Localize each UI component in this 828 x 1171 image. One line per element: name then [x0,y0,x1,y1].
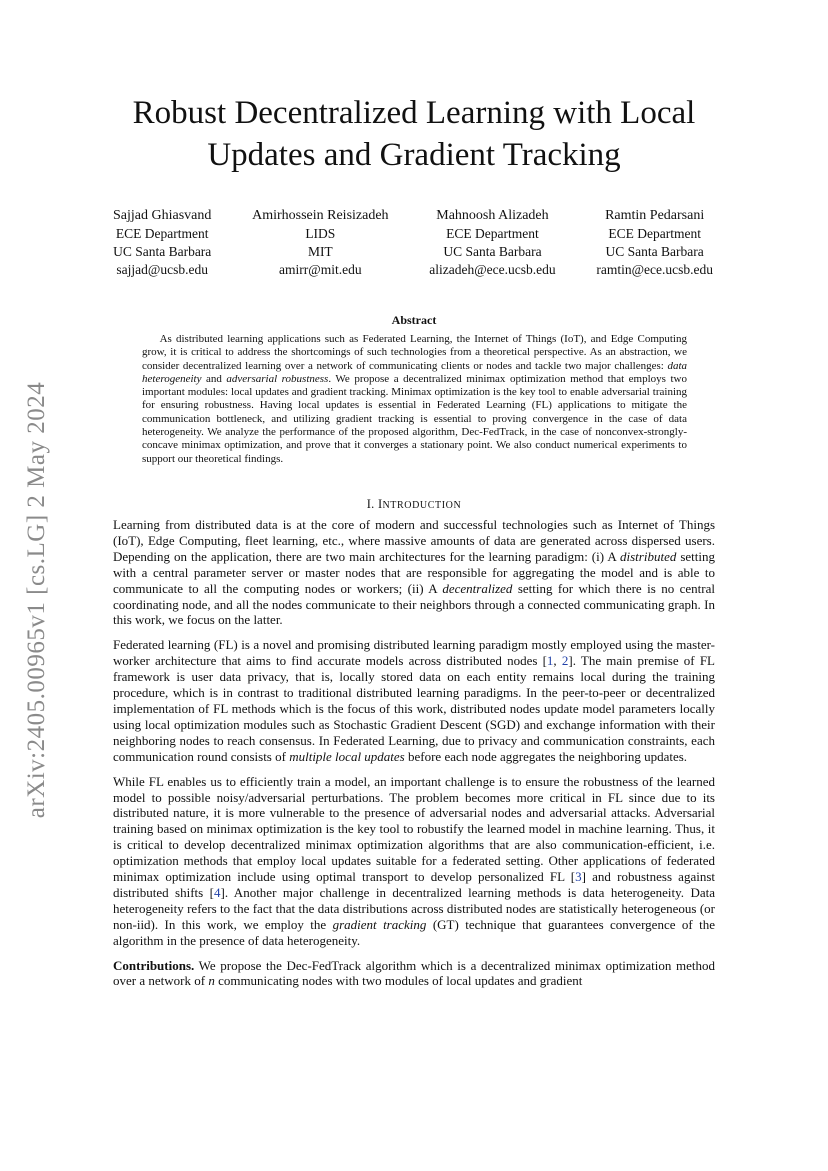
author-department: ECE Department [115,226,209,241]
paragraph: Learning from distributed data is at the core of modern and successful technologies such as Internet of Things (IoT), Edge Computing, fleet learning, etc., where massive amounts of data are generated across dispersed users. Depending on the application, there are two main architectures for the learning paradigm: (i) A distributed setting with a central parameter server or master nodes that are responsible for aggregating the model and is able to communicate to all the computing nodes or workers; (ii) A decentralized setting for which there is no central coordinating node, and all the nodes communicate to their neighbors through a connected communicating graph. In this work, we focus on the latter. [113,517,715,628]
paragraph: Federated learning (FL) is a novel and promising distributed learning paradigm mostly employed using the master-worker architecture that aims to find accurate models across distributed nodes [1, 2]. The main premise of FL framework is user data privacy, that is, locally stored data on each entity remains local during the training procedure, which is in contrast to traditional distributed learning paradigms. In the peer-to-peer or decentralized implementation of FL methods which is the focus of this work, distributed nodes update model parameters locally using local optimization modules such as Stochastic Gradient Descent (SGD) and exchange information with their neighboring nodes to reach consensus. In Federated Learning, due to privacy and communication constraints, each communication round consists of multiple local updates before each node aggregates the neighboring updates. [113,637,715,764]
author-name: Amirhossein Reisizadeh [252,208,389,223]
author-3 [429,207,555,279]
author-institution: UC Santa Barbara [605,244,704,259]
abstract-heading: Abstract [391,313,437,327]
author-email: sajjad@ucsb.edu [116,262,208,277]
section-heading-introduction: I. INTRODUCTION [366,497,462,511]
abstract-text: As distributed learning applications such as Federated Learning, the Internet of Things (IoT), and Edge Computing grow, it is critical to address the shortcomings of such technologies from a theoretical perspective. As an abstraction, we consider decentralized learning over a network of communicating clients or nodes and tackle two major challenges: data heterogeneity and adversarial robustness. We propose a decentralized minimax optimization method that employs two important modules: local updates and gradient tracking. Minimax optimization is the key tool to enable adversarial training for ensuring robustness. Having local updates is essential in Federated Learning (FL) applications to mitigate the communication bottleneck, and utilizing gradient tracking is essential to proving convergence in the case of data heterogeneity. We analyze the performance of the proposed algorithm, Dec-FedTrack, in the case of nonconvex-strongly-concave minimax optimization, and prove that it converges a stationary point. We also conduct numerical experiments to support our theoretical findings. [142,333,687,465]
title-line-2: Updates and Gradient Tracking [207,137,621,173]
author-department: ECE Department [608,226,701,241]
arxiv-sidebar-stamp: arXiv:2405.00965v1 [cs.LG] 2 May 2024 [23,381,50,819]
author-email: alizadeh@ece.ucsb.edu [429,262,556,277]
emphasis: data heterogeneity [142,359,687,385]
author-institution: UC Santa Barbara [113,244,212,259]
author-2 [252,207,388,279]
author-name: Mahnoosh Alizadeh [436,208,549,223]
body-text [113,517,715,998]
author-email: ramtin@ece.ucsb.edu [596,262,713,277]
author-name: Sajjad Ghiasvand [113,208,212,223]
paper-title [0,92,828,176]
author-name: Ramtin Pedarsani [605,208,705,223]
paragraph: While FL enables us to efficiently train a model, an important challenge is to ensure the robustness of the learned model to possible noisy/adversarial perturbations. The problem becomes more critical in FL since due to its distributed nature, it is more vulnerable to the presence of adversarial nodes and adversarial attacks. Adversarial training based on minimax optimization is the key tool to robustify the learned model in machine learning. Thus, it is critical to develop decentralized minimax optimization algorithms that are also communication-efficient, i.e. optimization methods that employ local updates suitable for a federated setting. Other applications of federated minimax optimization include using optimal transport to develop personalized FL [3] and robustness against distributed shifts [4]. Another major challenge in decentralized learning methods is data heterogeneity. Data heterogeneity refers to the fact that the data distributions across distributed nodes are statistically heterogeneous (or non-iid). In this work, we employ the gradient tracking (GT) technique that guarantees convergence of the algorithm in the presence of data heterogeneity. [113,773,716,948]
author-email: amirr@mit.edu [279,262,362,277]
author-block [113,207,713,279]
paragraph-label: Contributions. [113,957,195,973]
author-department: LIDS [305,226,336,241]
author-institution: UC Santa Barbara [443,244,542,259]
emphasis: adversarial robustness [226,372,329,385]
title-line-1: Robust Decentralized Learning with Local [132,95,696,131]
citation-link[interactable]: 3 [575,869,582,885]
author-institution: MIT [307,244,333,259]
author-department: ECE Department [446,226,539,241]
citation-link[interactable]: 1 [546,653,554,669]
author-1 [113,207,211,279]
citation-link[interactable]: 4 [214,884,221,900]
math-symbol: n [208,973,215,989]
citation-link[interactable]: 2 [561,653,569,669]
paragraph: Contributions. We propose the Dec-FedTrack algorithm which is a decentralized minimax optimization method over a network of n communicating nodes with two modules of local updates and gradient [113,957,715,989]
author-4 [596,207,713,279]
